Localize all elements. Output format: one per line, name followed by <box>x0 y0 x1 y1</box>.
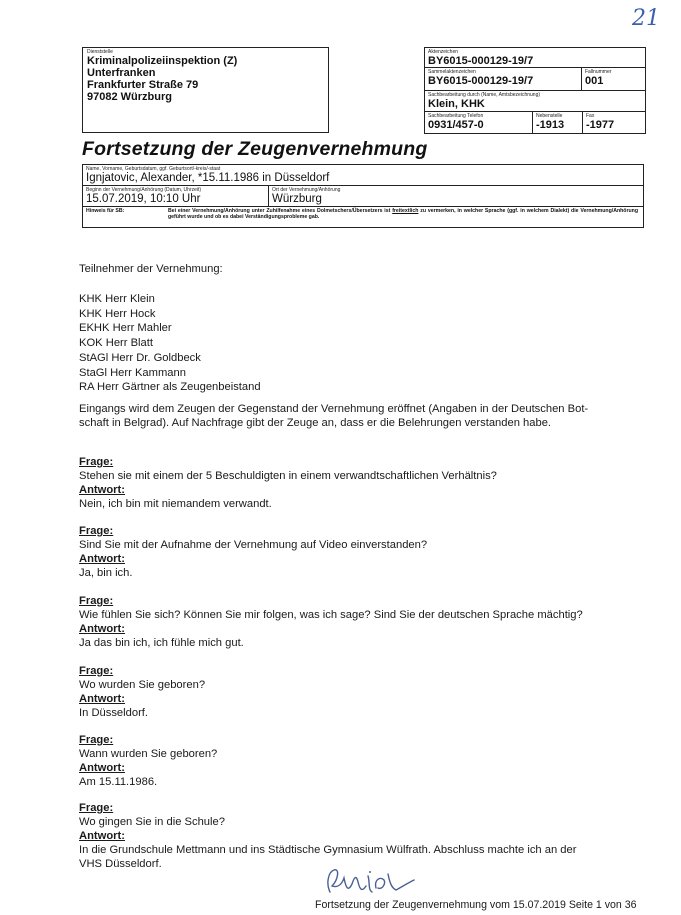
agency-line-2: Unterfranken <box>87 67 156 79</box>
aktenzeichen-value: BY6015-000129-19/7 <box>428 55 534 67</box>
participant: KHK Herr Klein <box>79 293 155 305</box>
answer-text: Nein, ich bin mit niemandem verwandt. <box>79 498 272 510</box>
answer-label: Antwort: <box>79 830 125 842</box>
vernehmung-place-label: Ort der Vernehmung/Anhörung <box>272 187 341 193</box>
participant: RA Herr Gärtner als Zeugenbeistand <box>79 381 261 394</box>
signature-image <box>318 862 428 902</box>
answer-label: Antwort: <box>79 623 125 635</box>
vernehmung-date-label: Beginn der Vernehmung/Anhörung (Datum, Uhrzeit) <box>86 187 202 193</box>
aktenzeichen-label: Aktenzeichen <box>428 49 459 55</box>
question-text: Wann wurden Sie geboren? <box>79 748 218 760</box>
nebenstelle-label: Nebenstelle <box>536 113 563 119</box>
participant: EKHK Herr Mahler <box>79 322 172 335</box>
intro-paragraph <box>79 402 649 430</box>
participant: StaGl Herr Kammann <box>79 366 186 379</box>
document-title: Fortsetzung der Zeugenvernehmung <box>82 138 428 160</box>
question-label: Frage: <box>79 595 114 607</box>
answer-text: In Düsseldorf. <box>79 707 149 719</box>
question-label: Frage: <box>79 525 114 537</box>
agency-box <box>82 47 329 133</box>
question-text: Wo wurden Sie geboren? <box>79 679 206 691</box>
telefon-value: 0931/457-0 <box>428 119 484 131</box>
case-info-box <box>424 47 646 134</box>
vernehmung-date-value: 15.07.2019, 10:10 Uhr <box>86 193 201 205</box>
answer-label: Antwort: <box>79 693 125 705</box>
answer-label: Antwort: <box>79 484 125 496</box>
qa-block <box>79 455 639 511</box>
witness-name-value: Ignjatovic, Alexander, *15.11.1986 in Düsseldorf <box>86 172 330 184</box>
page-number-handwritten: 21 <box>632 6 660 31</box>
qa-block <box>79 664 639 720</box>
question-label: Frage: <box>79 456 114 468</box>
answer-text-continued: VHS Düsseldorf. <box>79 858 162 870</box>
sammelakten-label: Sammelaktenzeichen <box>428 69 476 75</box>
answer-text: In die Grundschule Mettmann und ins Städtische Gymnasium Wülfrath. Abschluss machte ich an der <box>79 844 577 856</box>
question-label: Frage: <box>79 802 114 814</box>
qa-block <box>79 594 639 650</box>
participant: StAGl Herr Dr. Goldbeck <box>79 351 201 364</box>
question-text: Wo gingen Sie in die Schule? <box>79 816 225 828</box>
qa-block <box>79 801 649 871</box>
answer-text: Am 15.11.1986. <box>79 776 158 788</box>
participants-heading: Teilnehmer der Vernehmung: <box>79 263 223 275</box>
bearbeitung-value: Klein, KHK <box>428 98 485 110</box>
agency-line-4: 97082 Würzburg <box>87 91 172 103</box>
fallnummer-value: 001 <box>585 75 604 87</box>
question-text: Wie fühlen Sie sich? Können Sie mir folgen, was ich sage? Sind Sie der deutschen Sprache mächtig? <box>79 609 583 621</box>
hint-emphasis: freitextlich <box>392 208 419 214</box>
answer-text: Ja, bin ich. <box>79 567 133 579</box>
question-text: Stehen sie mit einem der 5 Beschuldigten in einem verwandtschaftlichen Verhältnis? <box>79 470 497 482</box>
question-text: Sind Sie mit der Aufnahme der Vernehmung auf Video einverstanden? <box>79 539 428 551</box>
intro-line-1: Eingangs wird dem Zeugen der Gegenstand der Vernehmung eröffnet (Angaben in der Deutschen Bot- <box>79 403 589 415</box>
fax-value: -1977 <box>586 119 615 131</box>
page-footer: Fortsetzung der Zeugenvernehmung vom 15.07.2019 Seite 1 von 36 <box>315 899 637 911</box>
participant: KHK Herr Hock <box>79 307 156 320</box>
hint-text: Bei einer Vernehmung/Anhörung unter Zuhilfenahme eines Dolmetschers/Übersetzers ist freitextlich zu vermerken, in welcher Sprache (ggf. in welchem Dialekt) die Vernehmung/Anhörung geführt wurde und ob es dabei Verständigungsprobleme gab. <box>168 208 638 221</box>
sammelakten-value: BY6015-000129-19/7 <box>428 75 534 87</box>
agency-line-1: Kriminalpolizeiinspektion (Z) <box>87 55 238 67</box>
answer-label: Antwort: <box>79 553 125 565</box>
answer-text: Ja das bin ich, ich fühle mich gut. <box>79 637 244 649</box>
participants-list <box>79 292 261 395</box>
agency-label: Dienststelle <box>87 49 113 55</box>
telefon-label: Sachbearbeitung Telefon <box>428 113 484 119</box>
witness-name-label: Name, Vorname, Geburtsdatum, ggf. Geburtsort/-kreis/-staat <box>86 166 221 172</box>
question-label: Frage: <box>79 665 114 677</box>
participant: KOK Herr Blatt <box>79 337 153 350</box>
nebenstelle-value: -1913 <box>536 119 565 131</box>
qa-block <box>79 524 639 580</box>
witness-info-box <box>82 164 644 228</box>
fallnummer-label: Fallnummer <box>585 69 612 75</box>
qa-block <box>79 733 639 789</box>
intro-line-2: schaft in Belgrad). Auf Nachfrage gibt der Zeuge an, dass er die Belehrungen verstanden habe. <box>79 417 552 429</box>
agency-line-3: Frankfurter Straße 79 <box>87 79 199 91</box>
question-label: Frage: <box>79 734 114 746</box>
hint-label: Hinweis für SB: <box>86 208 125 214</box>
vernehmung-place-value: Würzburg <box>272 193 322 205</box>
answer-label: Antwort: <box>79 762 125 774</box>
bearbeitung-label: Sachbearbeitung durch (Name, Amtsbezeichnung) <box>428 92 541 98</box>
fax-label: Fax <box>586 113 595 119</box>
